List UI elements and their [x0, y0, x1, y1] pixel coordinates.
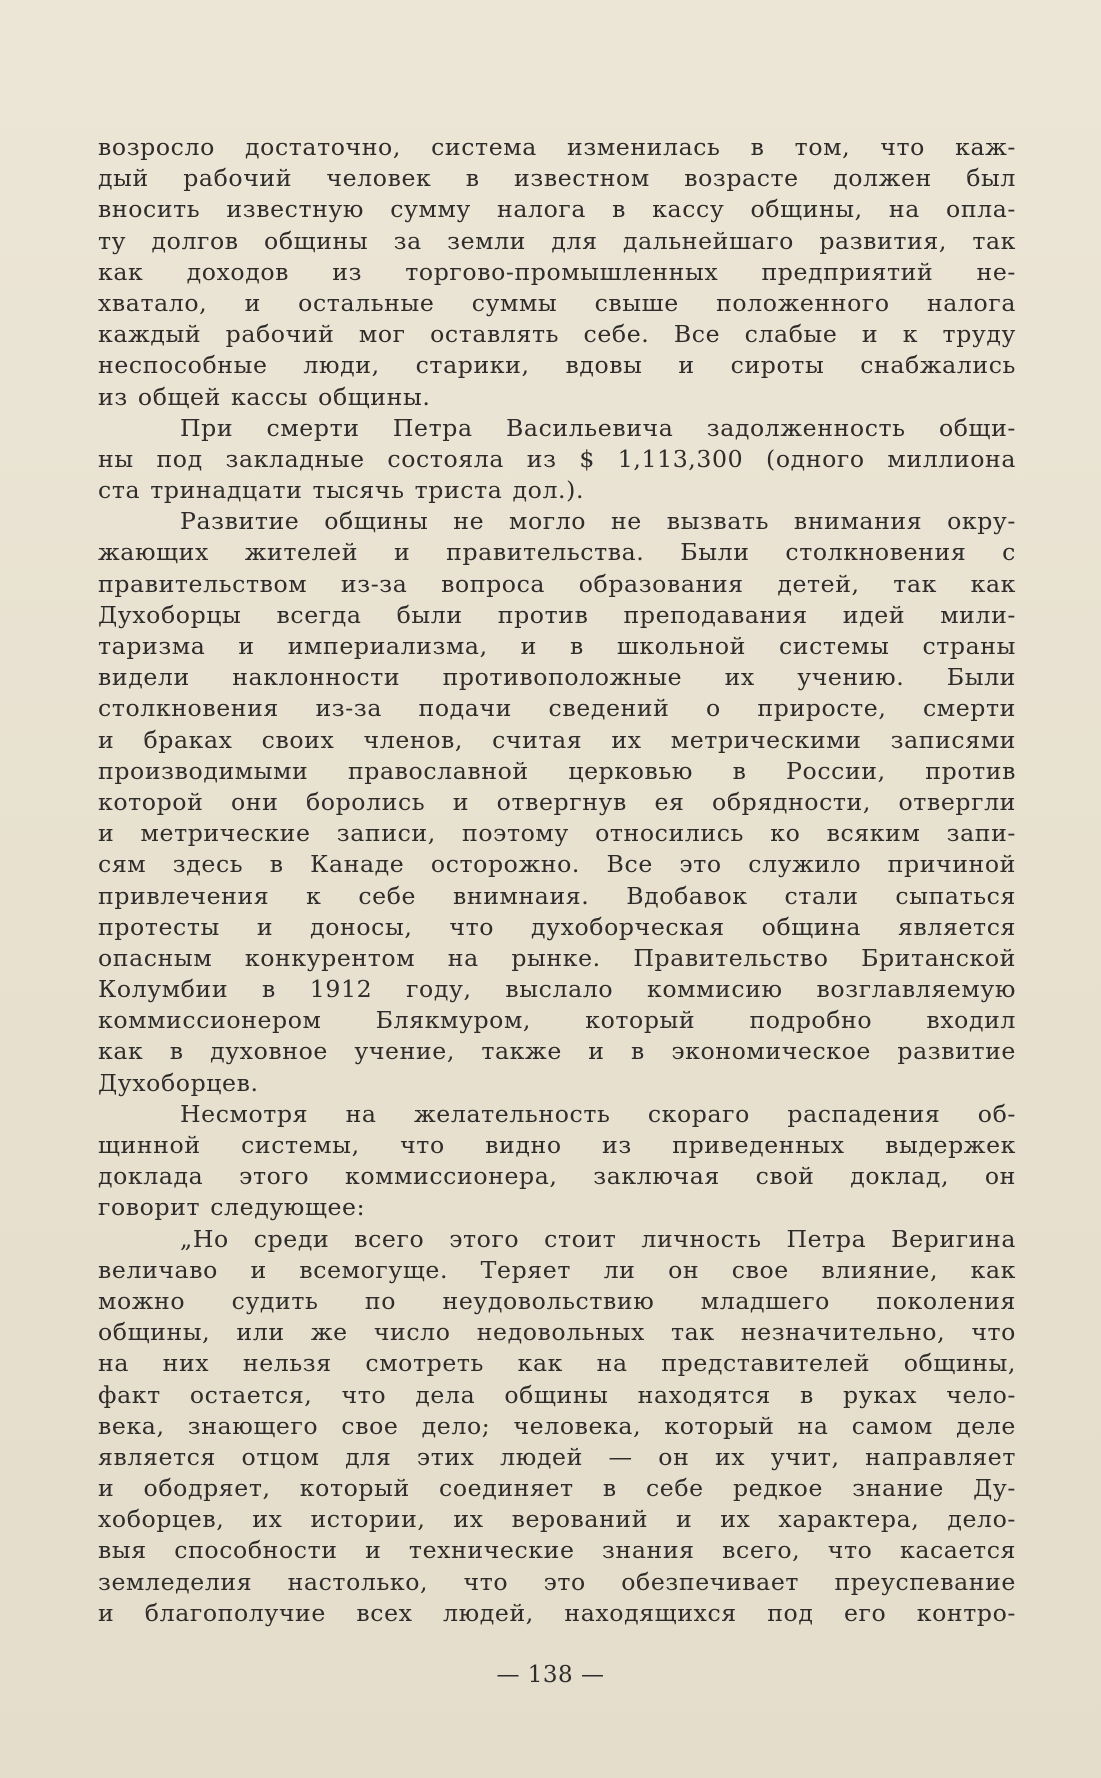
text-line: коммиссионером Блякмуром, который подробно входил — [98, 1006, 1016, 1035]
text-line: производимыми православной церковью в России, против — [98, 756, 1016, 785]
text-line: факт остается, что дела общины находятся в руках чело- — [98, 1380, 1016, 1409]
text-line: выя способности и технические знания всего, что касается — [98, 1536, 1016, 1565]
text-line: Колумбии в 1912 году, выслало коммисию возглавляемую — [98, 975, 1016, 1004]
text-line: как в духовное учение, также и в экономическое развитие — [98, 1037, 1016, 1066]
paragraph-p1 — [98, 132, 1016, 413]
paragraph-p5 — [98, 1224, 1016, 1629]
paragraph-p2 — [98, 413, 1016, 507]
text-line: жающих жителей и правительства. Были столкновения с — [98, 538, 1016, 567]
text-line: опасным конкурентом на рынке. Правительство Британской — [98, 943, 1016, 972]
text-line: ста тринадцати тысячь триста дол.). — [98, 476, 585, 505]
text-line: хоборцев, их истории, их верований и их характера, дело- — [98, 1505, 1016, 1534]
text-line: земледелия настолько, что это обезпечивает преуспевание — [98, 1567, 1016, 1596]
text-line: из общей кассы общины. — [98, 382, 431, 411]
text-line: ны под закладные состояла из $ 1,113,300 (одного миллиона — [98, 444, 1016, 473]
text-line: видели наклонности противоположные их учению. Были — [98, 663, 1016, 692]
body-text — [98, 132, 1016, 1629]
text-line: хватало, и остальные суммы свыше положенного налога — [98, 288, 1016, 317]
text-line: щинной системы, что видно из приведенных выдержек — [98, 1131, 1016, 1159]
text-line: величаво и всемогуще. Теряет ли он свое влияние, как — [98, 1255, 1016, 1284]
text-line: Духоборцы всегда были против преподавания идей мили- — [98, 600, 1016, 629]
text-line: Развитие общины не могло не вызвать внимания окру- — [180, 507, 1016, 536]
text-line: Духоборцев. — [98, 1068, 259, 1097]
text-line: протесты и доносы, что духоборческая община является — [98, 912, 1016, 941]
text-line: говорит следующее: — [98, 1193, 366, 1222]
text-line: привлечения к себе внимнаия. Вдобавок стали сыпаться — [98, 881, 1016, 910]
text-line: возросло достаточно, система изменилась в том, что каж- — [98, 133, 1016, 161]
text-line: „Но среди всего этого стоит личность Петра Веригина — [180, 1224, 1016, 1253]
text-line: является отцом для этих людей — он их учит, направляет — [98, 1442, 1016, 1471]
text-line: и метрические записи, поэтому относились ко всяким запи- — [98, 819, 1016, 848]
text-line: каждый рабочий мог оставлять себе. Все слабые и к труду — [98, 320, 1016, 349]
text-line: столкновения из-за подачи сведений о приросте, смерти — [98, 694, 1016, 723]
text-line: которой они боролись и отвергнув ея обрядности, отвергли — [98, 787, 1016, 816]
text-line: При смерти Петра Васильевича задолженность общи- — [180, 413, 1016, 442]
text-line: можно судить по неудовольствию младшего поколения — [98, 1286, 1016, 1315]
text-line: сям здесь в Канаде осторожно. Все это служило причиной — [98, 850, 1016, 879]
text-line: и ободряет, который соединяет в себе редкое знание Ду- — [98, 1474, 1016, 1503]
text-line: и благополучие всех людей, находящихся под его контро- — [98, 1598, 1016, 1627]
text-line: таризма и империализма, и в школьной системы страны — [98, 632, 1016, 660]
text-line: века, знающего свое дело; человека, который на самом деле — [98, 1411, 1016, 1440]
text-line: доклада этого коммиссионера, заключая свой доклад, он — [98, 1162, 1016, 1191]
text-line: Несмотря на желательность скораго распадения об- — [180, 1099, 1016, 1128]
text-line: правительством из-за вопроса образования детей, так как — [98, 569, 1016, 598]
paragraph-p3 — [98, 506, 1016, 1099]
text-line: и браках своих членов, считая их метрическими записями — [98, 725, 1016, 754]
page-number: — 138 — — [496, 1662, 605, 1688]
text-line: на них нельзя смотреть как на представителей общины, — [98, 1349, 1016, 1378]
text-line: общины, или же число недовольных так незначительно, что — [98, 1318, 1016, 1347]
text-line: дый рабочий человек в известном возрасте должен был — [98, 164, 1016, 193]
text-line: вносить известную сумму налога в кассу общины, на опла- — [98, 195, 1016, 224]
paragraph-p4 — [98, 1099, 1016, 1224]
text-line: как доходов из торгово-промышленных предприятий не- — [98, 257, 1016, 286]
text-line: неспособные люди, старики, вдовы и сироты снабжались — [98, 351, 1016, 380]
text-line: ту долгов общины за земли для дальнейшаго развития, так — [98, 226, 1016, 255]
